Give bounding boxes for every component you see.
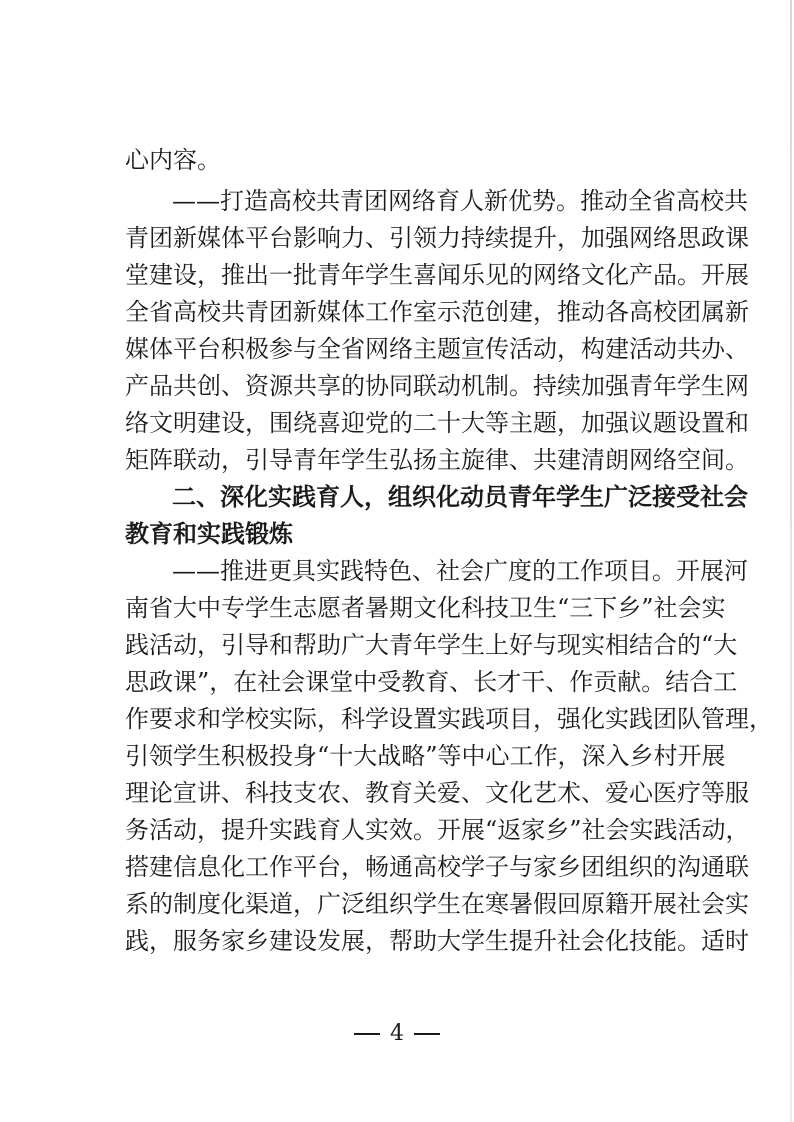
section-heading: 二、深化实践育人，组织化动员青年学生广泛接受社会: [172, 483, 748, 511]
paragraph-text: 络文明建设，围绕喜迎党的二十大等主题，加强议题设置和: [125, 409, 749, 437]
paragraph-text: 践活动，引导和帮助广大青年学生上好与现实相结合的“大: [125, 631, 738, 659]
paragraph-text: 矩阵联动，引导青年学生弘扬主旋律、共建清朗网络空间。: [125, 446, 749, 474]
section-heading: 教育和实践锻炼: [125, 520, 293, 548]
footer-dash-left: [354, 1033, 380, 1035]
scan-edge-line: [790, 0, 792, 1122]
paragraph-text: 媒体平台积极参与全省网络主题宣传活动，构建活动共办、: [125, 335, 749, 363]
paragraph-text: ——推进更具实践特色、社会广度的工作项目。开展河: [172, 557, 748, 585]
page-number: 4: [390, 1021, 404, 1046]
paragraph-text: 堂建设，推出一批青年学生喜闻乐见的网络文化产品。开展: [125, 261, 749, 289]
paragraph-text: 心内容。: [125, 146, 221, 174]
paragraph-text: 全省高校共青团新媒体工作室示范创建，推动各高校团属新: [125, 298, 749, 326]
page-footer: [0, 1018, 794, 1050]
text-line: [0, 919, 794, 963]
paragraph-text: 搭建信息化工作平台，畅通高校学子与家乡团组织的沟通联: [125, 853, 749, 881]
paragraph-text: 作要求和学校实际，科学设置实践项目，强化实践团队管理，: [125, 705, 773, 733]
paragraph-text: 践，服务家乡建设发展，帮助大学生提升社会化技能。适时: [125, 927, 749, 955]
paragraph-text: 务活动，提升实践育人实效。开展“返家乡”社会实践活动，: [125, 816, 750, 844]
paragraph-text: ——打造高校共青团网络育人新优势。推动全省高校共: [172, 187, 748, 215]
paragraph-text: 引领学生积极投身“十大战略”等中心工作，深入乡村开展: [125, 742, 726, 770]
footer-dash-right: [414, 1033, 440, 1035]
paragraph-text: 思政课”，在社会课堂中受教育、长才干、作贡献。结合工: [125, 668, 738, 696]
paragraph-text: 系的制度化渠道，广泛组织学生在寒暑假回原籍开展社会实: [125, 890, 749, 918]
paragraph-text: 产品共创、资源共享的协同联动机制。持续加强青年学生网: [125, 372, 749, 400]
paragraph-text: 理论宣讲、科技支农、教育关爱、文化艺术、爱心医疗等服: [125, 779, 749, 807]
text-line: [0, 138, 794, 182]
paragraph-text: 青团新媒体平台影响力、引领力持续提升，加强网络思政课: [125, 224, 749, 252]
paragraph-text: 南省大中专学生志愿者暑期文化科技卫生“三下乡”社会实: [125, 594, 726, 622]
